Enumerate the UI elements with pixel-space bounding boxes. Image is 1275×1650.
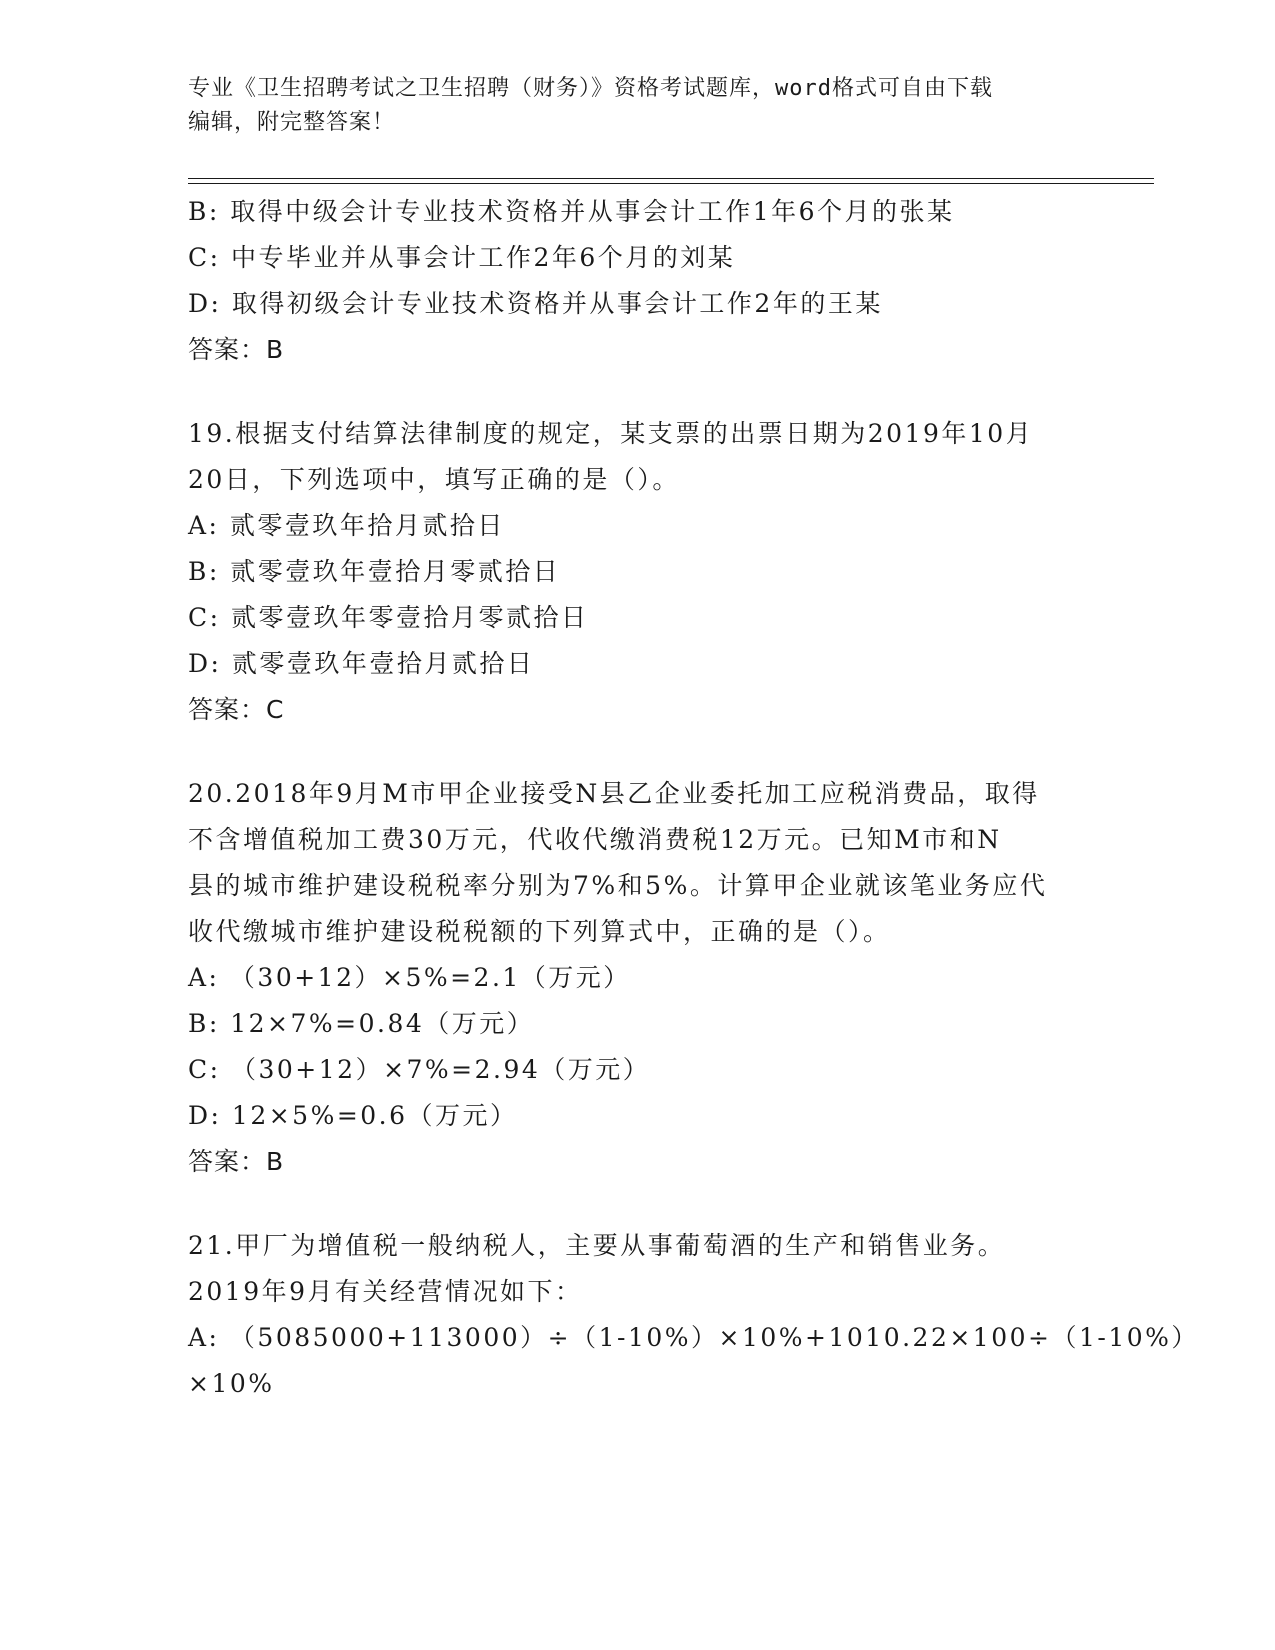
q18-answer: 答案：B bbox=[188, 335, 285, 364]
q20-option-b: B: 12×7%=0.84（万元） bbox=[188, 1009, 535, 1038]
q20-stem-line-2: 不含增值税加工费30万元，代收代缴消费税12万元。已知M市和N bbox=[188, 825, 1002, 854]
question-content bbox=[188, 189, 1199, 1407]
q19-option-d: D: 贰零壹玖年壹拾月贰拾日 bbox=[188, 649, 535, 678]
q20-option-d: D: 12×5%=0.6（万元） bbox=[188, 1101, 518, 1130]
q20-option-a: A: （30+12）×5%=2.1（万元） bbox=[188, 963, 631, 992]
q18-option-b: B: 取得中级会计专业技术资格并从事会计工作1年6个月的张某 bbox=[188, 197, 955, 226]
header-line-2: 编辑，附完整答案！ bbox=[188, 110, 396, 135]
question-21 bbox=[188, 1223, 1199, 1407]
q20-answer: 答案：B bbox=[188, 1147, 285, 1176]
q19-stem-line-2: 20日，下列选项中，填写正确的是（）。 bbox=[188, 465, 680, 494]
q18-option-d: D: 取得初级会计专业技术资格并从事会计工作2年的王某 bbox=[188, 289, 883, 318]
question-18-tail bbox=[188, 189, 1088, 373]
q20-stem-line-1: 20.2018年9月M市甲企业接受N县乙企业委托加工应税消费品，取得 bbox=[188, 779, 1040, 808]
q19-stem-line-1: 19.根据支付结算法律制度的规定，某支票的出票日期为2019年10月 bbox=[188, 419, 1034, 448]
header-rule-top bbox=[188, 178, 1154, 179]
q20-stem-line-3: 县的城市维护建设税税率分别为7%和5%。计算甲企业就该笔业务应代 bbox=[188, 871, 1048, 900]
q18-option-c: C: 中专毕业并从事会计工作2年6个月的刘某 bbox=[188, 243, 736, 272]
q19-option-b: B: 贰零壹玖年壹拾月零贰拾日 bbox=[188, 557, 561, 586]
spacer bbox=[188, 373, 1088, 411]
q20-stem-line-4: 收代缴城市维护建设税税额的下列算式中，正确的是（）。 bbox=[188, 917, 891, 946]
spacer bbox=[188, 1185, 1088, 1223]
q21-option-a-line-1: A: （5085000+113000）÷（1-10%）×10%+1010.22×100÷（1-10%） bbox=[188, 1323, 1199, 1352]
header-line-1: 专业《卫生招聘考试之卫生招聘（财务）》资格考试题库，word格式可自由下载 bbox=[188, 76, 993, 101]
q19-answer: 答案：C bbox=[188, 695, 285, 724]
question-20 bbox=[188, 771, 1088, 1185]
q19-option-a: A: 贰零壹玖年拾月贰拾日 bbox=[188, 511, 505, 540]
q20-option-c: C: （30+12）×7%=2.94（万元） bbox=[188, 1055, 651, 1084]
q21-option-a-line-2: ×10% bbox=[188, 1369, 275, 1398]
question-19 bbox=[188, 411, 1088, 733]
header-rule-bottom bbox=[188, 183, 1154, 184]
q21-stem-line-2: 2019年9月有关经营情况如下： bbox=[188, 1277, 583, 1306]
document-header bbox=[188, 72, 1078, 140]
q19-option-c: C: 贰零壹玖年零壹拾月零贰拾日 bbox=[188, 603, 589, 632]
spacer bbox=[188, 733, 1088, 771]
q21-stem-line-1: 21.甲厂为增值税一般纳税人，主要从事葡萄酒的生产和销售业务。 bbox=[188, 1231, 1006, 1260]
